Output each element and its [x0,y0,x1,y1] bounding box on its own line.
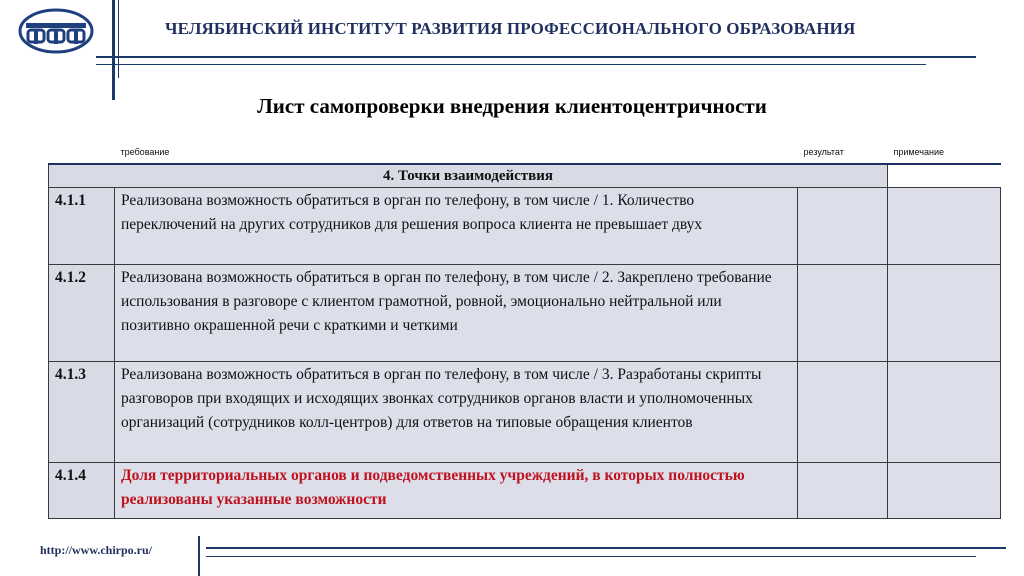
footer-url[interactable]: http://www.chirpo.ru/ [40,543,153,557]
section-title: 4. Точки взаимодействия [49,164,888,188]
section-row [49,164,1001,188]
header-rule-top [96,56,976,58]
row-requirement: Реализована возможность обратиться в орган по телефону, в том числе / 2. Закреплено требование использования в разговоре с клиентом грамотной, ровной, эмоционально нейтральной или позитивно окрашенной речи с краткими и четкими [115,265,798,362]
row-number: 4.1.4 [49,463,115,519]
organization-name: ЧЕЛЯБИНСКИЙ ИНСТИТУТ РАЗВИТИЯ ПРОФЕССИОНАЛЬНОГО ОБРАЗОВАНИЯ [165,19,856,38]
row-number: 4.1.2 [49,265,115,362]
row-requirement: Реализована возможность обратиться в орган по телефону, в том числе / 1. Количество переключений на других сотрудников для решения вопроса клиента не превышает двух [115,188,798,265]
footer-rule-bottom [206,556,976,557]
table-row [49,265,1001,362]
footer-vertical-line [198,536,200,576]
header-vertical-line-thin [118,0,119,78]
page-title: Лист самопроверки внедрения клиентоцентричности [257,94,767,118]
table-header-row [49,146,1001,164]
row-result[interactable] [798,188,888,265]
table-row [49,463,1001,519]
row-result[interactable] [798,265,888,362]
row-number: 4.1.3 [49,362,115,463]
row-note[interactable] [888,463,1001,519]
chirpo-logo-icon [18,8,94,54]
row-result[interactable] [798,463,888,519]
row-requirement: Реализована возможность обратиться в орган по телефону, в том числе / 3. Разработаны скрипты разговоров при входящих и исходящих звонках сотрудников органов власти и уполномоченных организаций (сотрудников колл-центров) для ответов на типовые обращения клиентов [115,362,798,463]
self-check-table [48,146,1000,519]
row-note[interactable] [888,265,1001,362]
section-filler [888,164,1001,188]
row-result[interactable] [798,362,888,463]
header-rule-bottom [96,64,926,65]
footer-rule-top [206,547,1006,549]
row-requirement: Доля территориальных органов и подведомственных учреждений, в которых полностью реализованы указанные возможности [115,463,798,519]
column-header-note: примечание [888,146,1001,164]
column-header-result: результат [798,146,888,164]
header-vertical-line [112,0,115,100]
row-note[interactable] [888,362,1001,463]
row-note[interactable] [888,188,1001,265]
table-row [49,188,1001,265]
column-header-num [49,146,115,164]
column-header-requirement: требование [115,146,798,164]
row-number: 4.1.1 [49,188,115,265]
table-row [49,362,1001,463]
